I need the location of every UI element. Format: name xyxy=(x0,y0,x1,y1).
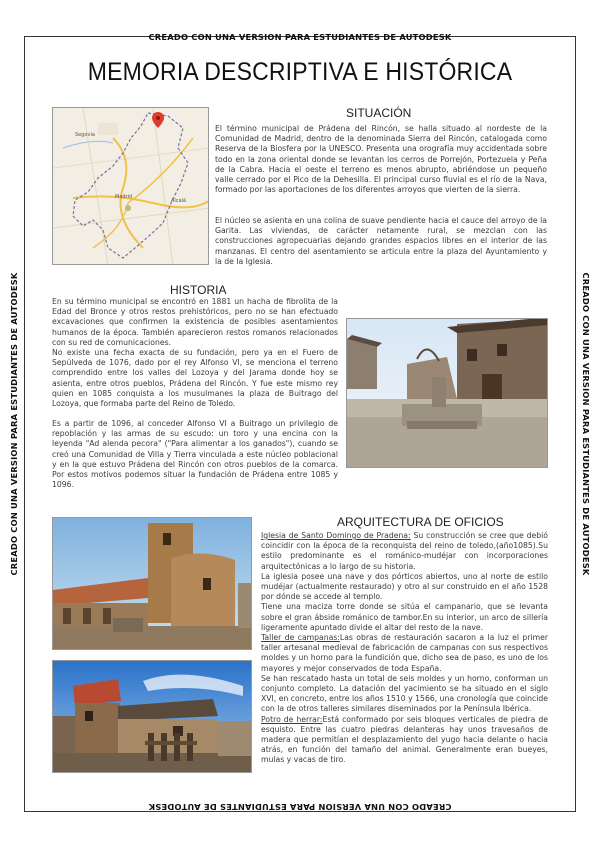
historia-paragraph-2: No existe una fecha exacta de su fundación, pero ya en el Fuero de Sepúlveda de 1076, dado por el rey Alfonso VI, se menciona el terreno comprendido entre los valles del Lozoya y del Jarama donde hoy se asienta, entre otros pueblos, Prádena del Rincón. Y fue este mismo rey quien en 1085 conquista a los musulmanes la plaza de Buitrago del Lozoya, que formaba parte del Reino de Toledo. xyxy=(52,348,338,409)
map-label-alcala: Alcalá xyxy=(171,198,187,204)
situacion-paragraph-1: El término municipal de Prádena del Rincón, se halla situado al nordeste de la Comunidad de Madrid, dentro de la denominada Sierra del Rincón, catalogada como Reserva de la Biosfera por la UNESCO. Presenta una orografía muy accidentada sobre todo en la zona oriental donde se levantan los cerros de Porrejón, Portezuela y Peña de la Cabra. Hacia el oeste el terreno es menos abrupto, abriéndose un pequeño valle cerrado por el Pico de la Dehesilla. El principal curso fluvial es el río de la Nava, formado por las aportaciones de los diferentes arroyos que vierten de la sierra. xyxy=(215,124,547,195)
church-photo xyxy=(52,517,252,650)
iglesia-paragraph-3: Tiene una maciza torre donde se sitúa el campanario, que se levanta sobre el gran ábside románico de tambor.En su interior, un arco de sillería ligeramente apuntado divide el altar del resto de la nave. xyxy=(261,602,548,632)
situacion-paragraph-2: El núcleo se asienta en una colina de suave pendiente hacia el cauce del arroyo de la Garita. Las viviendas, de carácter netamente rural, se mezclan con las construcciones agropecuarias dejando grandes espacios libres en el interior de las manzanas. El centro del asentamiento se articula entre la plaza del Ayuntamiento y la de la Iglesia. xyxy=(215,216,547,266)
potro-block xyxy=(261,715,548,766)
taller-paragraph-2: Se han rescatado hasta un total de seis moldes y un horno, conforman un conjunto completo. La datación del yacimiento se ha situado en el siglo XVI, en concreto, entre los años 1510 y 1566, una cronología que coincide con la de otros talleres similares diseminados por la Península Ibérica. xyxy=(261,673,548,714)
arquitectura-text xyxy=(261,531,548,766)
potro-title: Potro de herrar: xyxy=(261,714,323,724)
plaza-photo-graphic xyxy=(347,319,548,468)
taller-paragraph-1: Las obras de restauración sacaron a la luz el primer taller artesanal medieval de fabricación de campanas con sus respectivos moldes y un horno para la fundición que, dicho sea de paso, es uno de los mayores y mejor conservados de toda España. xyxy=(261,633,548,673)
bell-foundry-photo xyxy=(52,660,252,773)
iglesia-title: Iglesia de Santo Domingo de Pradena: xyxy=(261,531,411,540)
potro-paragraph-1: Está conformado por seis bloques verticales de piedra de esquisto. Entre las cuatro piedras delanteras hay unos travesaños de madera que permitían el desplazamiento del yugo hacia delante o hacia atrás, en función del tamaño del animal. Generalmente eran bueyes, mulas y vacas de tiro. xyxy=(261,714,548,765)
map-label-madrid: Madrid xyxy=(115,194,133,200)
iglesia-paragraph-1: Su construcción se cree que debió coincidir con la época de la reconquista del reino de toledo,(año1085).Su estilo predominante es el románico-mudéjar con incorporaciones arquitectónicas a lo largo de su historia. xyxy=(261,531,549,571)
historia-paragraph-1: En su término municipal se encontró en 1881 un hacha de fibrolita de la Edad del Bronce y otros restos prehistóricos, pero no se han efectuado excavaciones que confirmen la existencia de posibles asentamientos humanos de la época. También aparecieron restos romanos relacionados con su red de comunicaciones. xyxy=(52,297,338,347)
watermark-left: CREADO CON UNA VERSION PARA ESTUDIANTES DE AUTODESK xyxy=(9,272,19,576)
iglesia-paragraph-2: La iglesia posee una nave y dos pórticos abiertos, uno al norte de estilo mudéjar (actualmente restaurado) y otro al sur construido en el año 1528 por dónde se accede al templo. xyxy=(261,571,548,602)
watermark-top: CREADO CON UNA VERSION PARA ESTUDIANTES DE AUTODESK xyxy=(148,32,452,42)
location-map xyxy=(52,107,209,265)
historia-heading: HISTORIA xyxy=(170,283,227,297)
map-label-segovia: Segovia xyxy=(75,132,95,138)
page-title: MEMORIA DESCRIPTIVA E HISTÓRICA xyxy=(87,58,513,86)
taller-title: Taller de campanas: xyxy=(261,633,340,643)
church-photo-graphic xyxy=(53,518,252,650)
arquitectura-heading: ARQUITECTURA DE OFICIOS xyxy=(337,515,504,529)
historia-paragraph-3: Es a partir de 1096, al conceder Alfonso VI a Buitrago un privilegio de repoblación y las armas de su escudo: un toro y una encina con la leyenda "Ad alenda pecora" ("Para alimentar a los ganados"), cuando se creó una Comunidad de Villa y Tierra vinculada a este núcleo poblacional y en la que estuvo Prádena del Rincón con otros pueblos de la comarca. Por estos motivos podemos situar la fundación de Prádena entre 1085 y 1096. xyxy=(52,419,338,490)
iglesia-block xyxy=(261,531,548,572)
village-plaza-photo xyxy=(346,318,548,468)
foundry-photo-graphic xyxy=(53,661,252,773)
situacion-heading: SITUACIÓN xyxy=(346,106,412,120)
watermark-bottom: CREADO CON UNA VERSION PARA ESTUDIANTES DE AUTODESK xyxy=(148,802,452,812)
taller-block xyxy=(261,633,548,674)
watermark-right: CREADO CON UNA VERSION PARA ESTUDIANTES DE AUTODESK xyxy=(581,272,591,576)
